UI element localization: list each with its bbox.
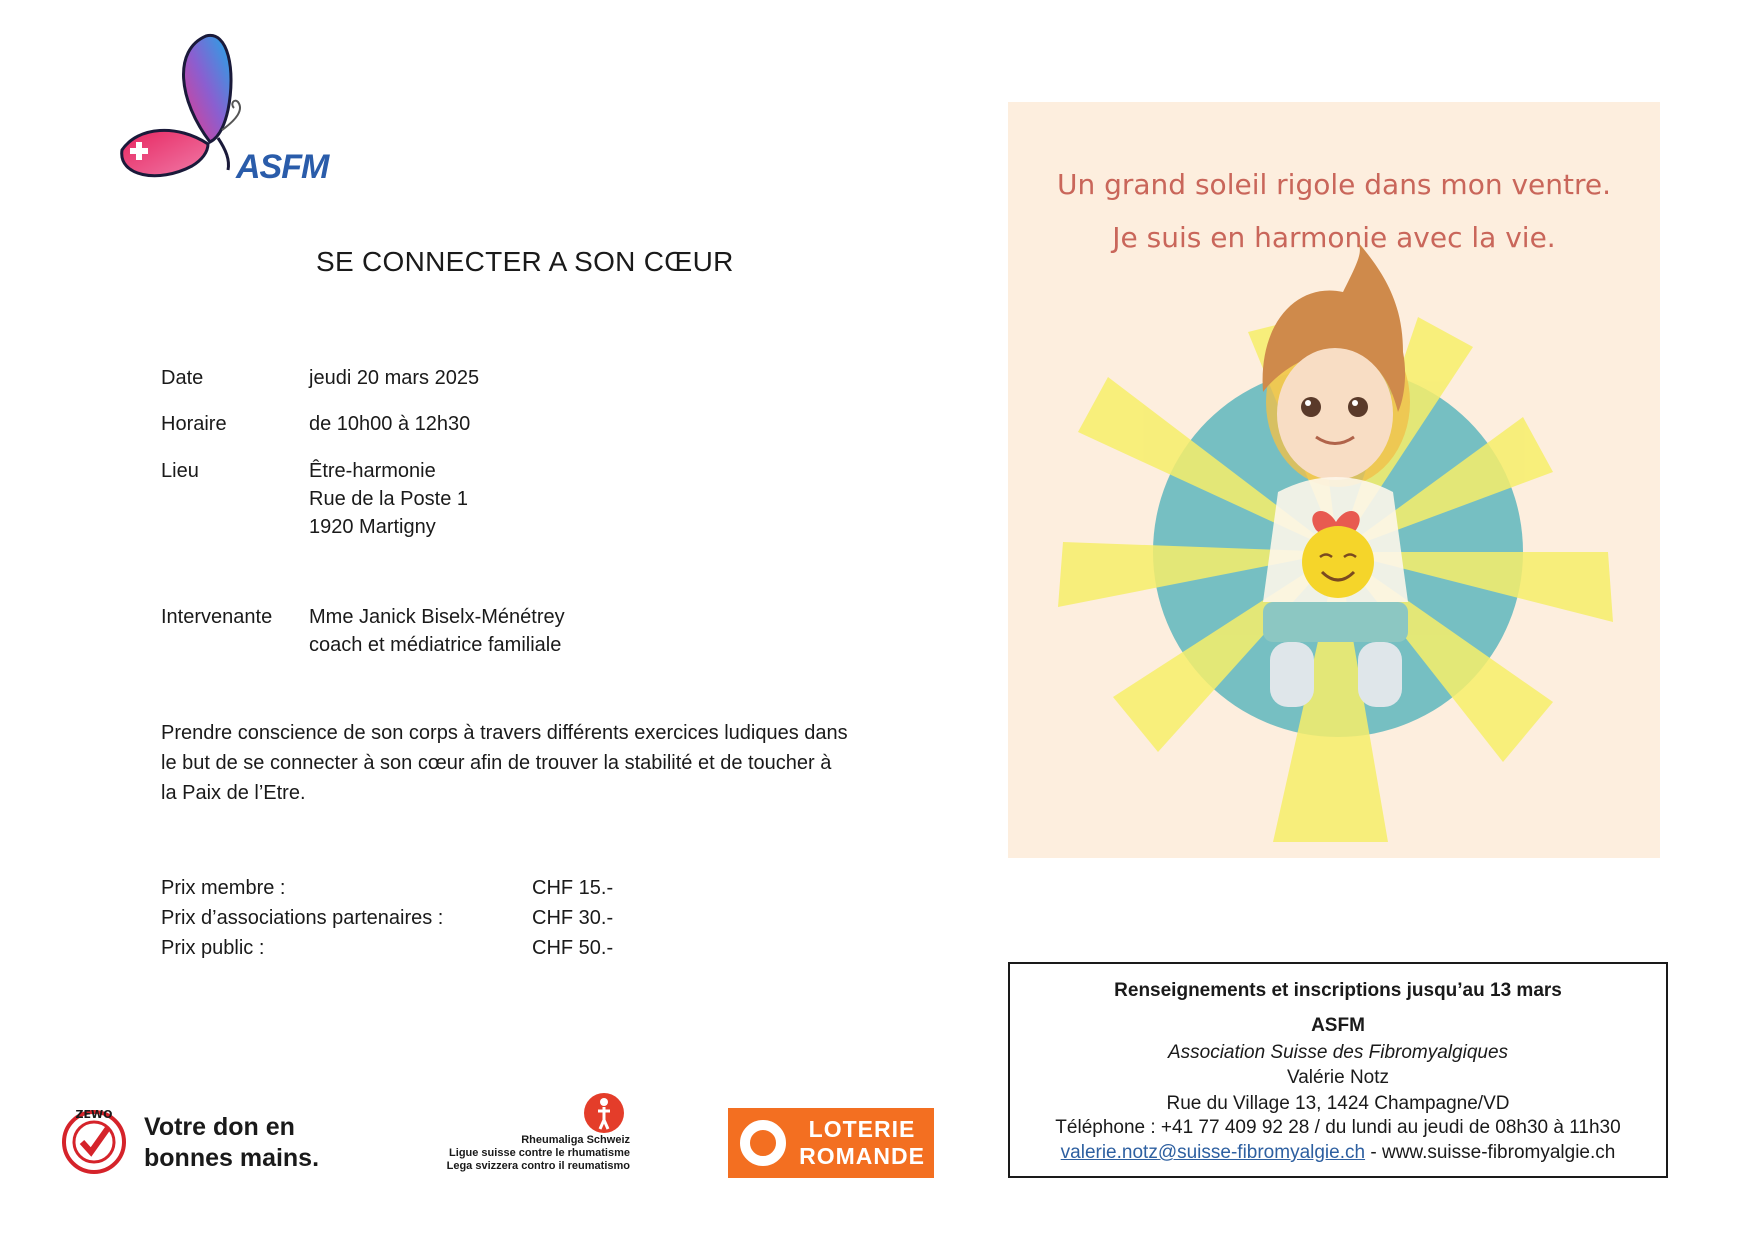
price-member-value: CHF 15.- (532, 877, 614, 899)
date-label: Date (161, 367, 204, 389)
loterie-line: ROMANDE (799, 1143, 925, 1169)
speaker-role: coach et médiatrice familiale (309, 634, 562, 656)
email-link[interactable]: valerie.notz@suisse-fibromyalgie.ch (1060, 1142, 1366, 1163)
price-member-label: Prix membre : (161, 877, 286, 899)
schedule-value: de 10h00 à 12h30 (309, 413, 471, 435)
sun-child-drawing (1008, 102, 1660, 858)
speaker-label: Intervenante (161, 606, 273, 628)
description-line: le but de se connecter à son cœur afin de trouver la stabilité et de toucher à (161, 752, 832, 774)
info-contact-name: Valérie Notz (1286, 1067, 1390, 1088)
rheuma-line: Lega svizzera contro il reumatismo (446, 1160, 630, 1172)
info-heading: Renseignements et inscriptions jusqu’au 13 mars (1114, 980, 1562, 1001)
description-line: la Paix de l’Etre. (161, 782, 306, 804)
zewo-line: bonnes mains. (144, 1144, 320, 1172)
location-line: Rue de la Poste 1 (309, 488, 468, 510)
separator: - (1365, 1142, 1382, 1163)
info-phone: Téléphone : +41 77 409 92 28 / du lundi au jeudi de 08h30 à 11h30 (1055, 1117, 1621, 1138)
page-title: SE CONNECTER A SON CŒUR (316, 246, 734, 277)
rheumaliga-text (410, 1134, 630, 1173)
zewo-slogan (144, 1112, 319, 1174)
zewo-seal-icon (58, 1104, 130, 1176)
quote-line: Je suis en harmonie avec la vie. (1112, 221, 1556, 254)
price-public-value: CHF 50.- (532, 937, 614, 959)
schedule-label: Horaire (161, 413, 227, 435)
price-partner-value: CHF 30.- (532, 907, 614, 929)
location-label: Lieu (161, 460, 199, 482)
zewo-badge-text: ZEWO (75, 1108, 113, 1121)
description-line: Prendre conscience de son corps à travers différents exercices ludiques dans (161, 722, 848, 744)
price-public-label: Prix public : (161, 937, 265, 959)
info-org-full: Association Suisse des Fibromyalgiques (1167, 1042, 1509, 1063)
rheuma-line: Ligue suisse contre le rhumatisme (449, 1147, 630, 1159)
price-partner-label: Prix d’associations partenaires : (161, 907, 444, 929)
location-line: Être-harmonie (309, 460, 436, 482)
speaker-name: Mme Janick Biselx-Ménétrey (309, 606, 565, 628)
zewo-line: Votre don en (144, 1113, 295, 1141)
loterie-romande-logo (728, 1108, 934, 1178)
location-line: 1920 Martigny (309, 516, 436, 538)
rheuma-line: Rheumaliga Schweiz (521, 1134, 630, 1146)
loterie-ring-icon (738, 1118, 788, 1168)
website-text: www.suisse-fibromyalgie.ch (1381, 1142, 1616, 1163)
date-value: jeudi 20 mars 2025 (309, 367, 480, 389)
info-box (1008, 962, 1668, 1178)
info-web-line (1010, 1142, 1666, 1164)
logo-wordmark: ASFM (236, 148, 329, 186)
sun-child-illustration (1008, 102, 1660, 858)
rheumaliga-figure-icon (582, 1092, 630, 1134)
quote-line: Un grand soleil rigole dans mon ventre. (1056, 168, 1612, 201)
info-org-short: ASFM (1311, 1015, 1365, 1036)
loterie-wordmark (794, 1116, 930, 1170)
info-address: Rue du Village 13, 1424 Champagne/VD (1166, 1093, 1510, 1114)
loterie-line: LOTERIE (808, 1116, 916, 1142)
description (161, 718, 891, 808)
